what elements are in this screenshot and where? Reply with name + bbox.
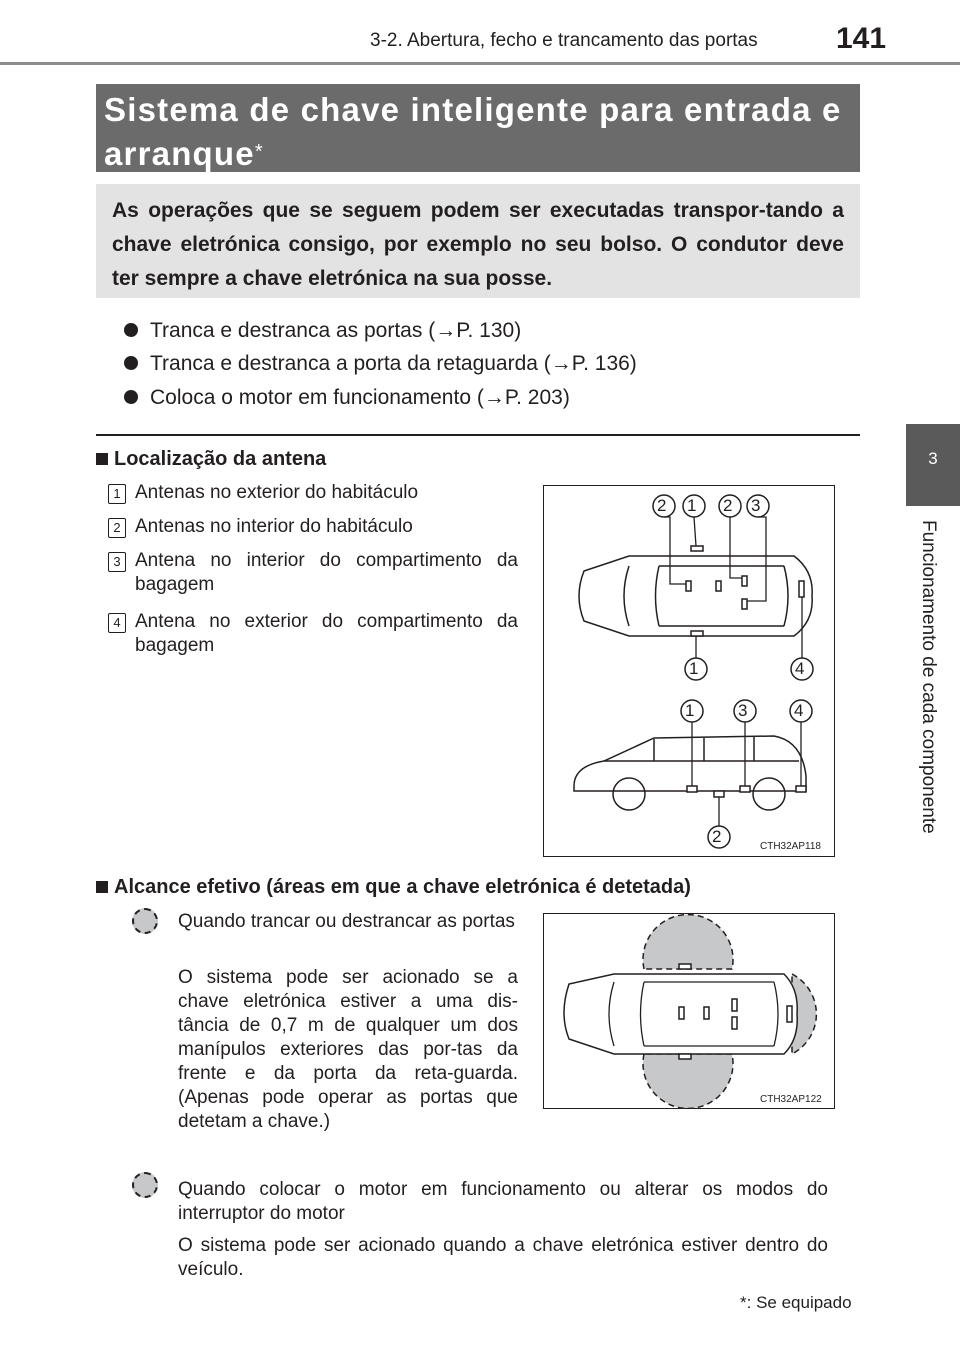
antenna-marker: [742, 599, 747, 609]
bullet-icon: [124, 323, 138, 337]
bullet-icon: [124, 390, 138, 404]
feature-item: Tranca e destranca a porta da retaguarda (→P. 136): [124, 352, 637, 376]
callout-label: 3: [738, 701, 748, 720]
antenna-item: 4 Antena no exterior do compartimento da bagagem: [108, 610, 518, 634]
feature-item: Tranca e destranca as portas (→P. 130): [124, 319, 521, 343]
bullet-icon: [124, 356, 138, 370]
callout-label: 4: [795, 659, 805, 678]
antenna-marker: [704, 1007, 709, 1019]
chapter-label: Funcionamento de cada componente: [918, 520, 939, 834]
range-diagram: [544, 914, 834, 1108]
range-zone-front: [643, 915, 733, 969]
section-header: 3-2. Abertura, fecho e trancamento das portas: [370, 30, 758, 51]
range-heading: Alcance efetivo (áreas em que a chave eletrónica é detetada): [96, 876, 691, 899]
feature-item: Coloca o motor em funcionamento (→P. 203): [124, 386, 570, 410]
number-box: 1: [108, 484, 126, 504]
callout-label: 1: [685, 701, 695, 720]
number-box: 4: [108, 613, 126, 633]
callout-label: 1: [689, 659, 699, 678]
zone-desc: O sistema pode ser acionado se a chave eletrónica estiver a uma dis-tância de 0,7 m de qualquer um dos manípulos exteriores das por-tas da frente e da porta da reta-guarda. (Apenas pode operar as portas que detetam a chave.): [178, 967, 518, 1132]
antenna-marker: [732, 1017, 737, 1029]
antenna-marker: [787, 1006, 792, 1022]
antenna-item: 2 Antenas no interior do habitáculo: [108, 515, 518, 539]
antenna-marker: [796, 786, 806, 792]
square-bullet-icon: [96, 881, 108, 893]
car-top-view: [579, 556, 812, 636]
range-figure: [543, 913, 835, 1109]
zone-icon: [132, 1172, 158, 1198]
zone-desc: O sistema pode ser acionado quando a chave eletrónica estiver dentro do veículo.: [178, 1235, 828, 1280]
antenna-marker: [742, 576, 747, 586]
zone-title: Quando trancar ou destrancar as portas: [178, 911, 515, 932]
antenna-marker: [714, 791, 724, 797]
antenna-marker: [687, 786, 697, 792]
callout-label: 3: [751, 496, 761, 515]
antenna-marker: [691, 546, 703, 551]
antenna-marker: [799, 581, 804, 597]
antenna-marker: [679, 1007, 684, 1019]
callout-label: 2: [723, 496, 733, 515]
page-number: 141: [836, 22, 887, 55]
callout-label: 4: [794, 701, 804, 720]
antenna-item: 1 Antenas no exterior do habitáculo: [108, 481, 518, 505]
chapter-tab[interactable]: 3: [906, 424, 960, 506]
figure-code: CTH32AP122: [760, 1094, 822, 1105]
intro-box: As operações que se seguem podem ser executadas transpor-tando a chave eletrónica consigo, por exemplo no seu bolso. O condutor deve ter sempre a chave eletrónica na sua posse.: [96, 184, 860, 298]
header-rule: [0, 62, 960, 65]
page-title: Sistema de chave inteligente para entrada e arranque*: [96, 84, 860, 172]
antenna-marker: [679, 964, 691, 969]
antenna-item: 3 Antena no interior do compartimento da bagagem: [108, 549, 518, 573]
antenna-marker: [686, 581, 691, 591]
footnote: *: Se equipado: [740, 1293, 852, 1312]
asterisk-mark: *: [254, 141, 264, 163]
zone-title: Quando colocar o motor em funcionamento ou alterar os modos do interruptor do motor: [178, 1179, 828, 1224]
antenna-marker: [691, 631, 703, 636]
range-zone-rear: [643, 1054, 733, 1108]
zone-icon: [132, 908, 158, 934]
number-box: 2: [108, 518, 126, 538]
section-divider: [96, 434, 860, 436]
antenna-heading: Localização da antena: [96, 448, 326, 471]
callout-label: 2: [712, 827, 722, 846]
number-box: 3: [108, 552, 126, 572]
antenna-marker: [716, 581, 721, 591]
square-bullet-icon: [96, 453, 108, 465]
callout-label: 2: [657, 496, 667, 515]
antenna-marker: [679, 1054, 691, 1059]
antenna-figure: [543, 485, 835, 857]
figure-code: CTH32AP118: [760, 841, 821, 852]
asterisk-mark: *: [740, 1293, 747, 1312]
callout-label: 1: [687, 496, 697, 515]
car-side-view: [574, 736, 806, 810]
antenna-marker: [740, 786, 750, 792]
antenna-marker: [732, 999, 737, 1011]
